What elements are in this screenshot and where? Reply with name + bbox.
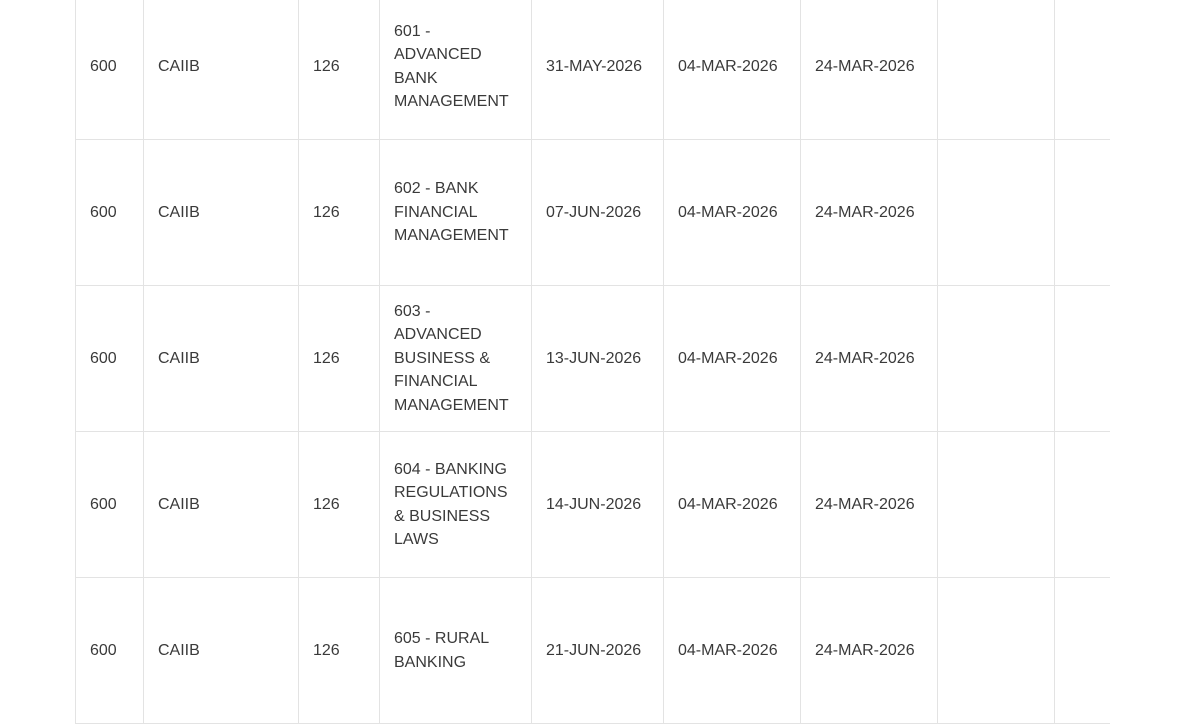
exam-name-cell: CAIIB: [144, 140, 299, 286]
exam-name-cell: CAIIB: [144, 432, 299, 578]
exam-name-cell: CAIIB: [144, 578, 299, 724]
exam-code-cell: 600: [76, 140, 144, 286]
empty-cell: [938, 0, 1055, 140]
exam-name-cell: CAIIB: [144, 286, 299, 432]
table-row: [76, 286, 1111, 432]
close-date-cell: 24-MAR-2026: [801, 140, 938, 286]
open-date-cell: 04-MAR-2026: [664, 578, 801, 724]
fee-cell: 126: [299, 432, 380, 578]
empty-cell: [1055, 578, 1111, 724]
close-date-cell: 24-MAR-2026: [801, 432, 938, 578]
close-date-cell: 24-MAR-2026: [801, 0, 938, 140]
exam-code-cell: 600: [76, 286, 144, 432]
subject-cell: 601 - ADVANCED BANK MANAGEMENT: [380, 0, 532, 140]
subject-cell: 603 - ADVANCED BUSINESS & FINANCIAL MANAGEMENT: [380, 286, 532, 432]
empty-cell: [938, 140, 1055, 286]
subject-cell: 602 - BANK FINANCIAL MANAGEMENT: [380, 140, 532, 286]
exam-date-cell: 31-MAY-2026: [532, 0, 664, 140]
close-date-cell: 24-MAR-2026: [801, 578, 938, 724]
empty-cell: [938, 286, 1055, 432]
exam-code-cell: 600: [76, 0, 144, 140]
exam-date-cell: 21-JUN-2026: [532, 578, 664, 724]
exam-date-cell: 07-JUN-2026: [532, 140, 664, 286]
exam-schedule-table: [75, 0, 1110, 724]
fee-cell: 126: [299, 286, 380, 432]
exam-date-cell: 13-JUN-2026: [532, 286, 664, 432]
open-date-cell: 04-MAR-2026: [664, 140, 801, 286]
table-row: [76, 578, 1111, 724]
subject-cell: 605 - RURAL BANKING: [380, 578, 532, 724]
empty-cell: [938, 432, 1055, 578]
table-row: [76, 0, 1111, 140]
empty-cell: [938, 578, 1055, 724]
table-row: [76, 140, 1111, 286]
empty-cell: [1055, 140, 1111, 286]
open-date-cell: 04-MAR-2026: [664, 432, 801, 578]
empty-cell: [1055, 432, 1111, 578]
subject-cell: 604 - BANKING REGULATIONS & BUSINESS LAWS: [380, 432, 532, 578]
empty-cell: [1055, 286, 1111, 432]
fee-cell: 126: [299, 0, 380, 140]
empty-cell: [1055, 0, 1111, 140]
open-date-cell: 04-MAR-2026: [664, 286, 801, 432]
exam-schedule-table-container: [75, 0, 1110, 724]
open-date-cell: 04-MAR-2026: [664, 0, 801, 140]
exam-code-cell: 600: [76, 578, 144, 724]
exam-name-cell: CAIIB: [144, 0, 299, 140]
fee-cell: 126: [299, 140, 380, 286]
fee-cell: 126: [299, 578, 380, 724]
close-date-cell: 24-MAR-2026: [801, 286, 938, 432]
exam-date-cell: 14-JUN-2026: [532, 432, 664, 578]
exam-code-cell: 600: [76, 432, 144, 578]
table-row: [76, 432, 1111, 578]
